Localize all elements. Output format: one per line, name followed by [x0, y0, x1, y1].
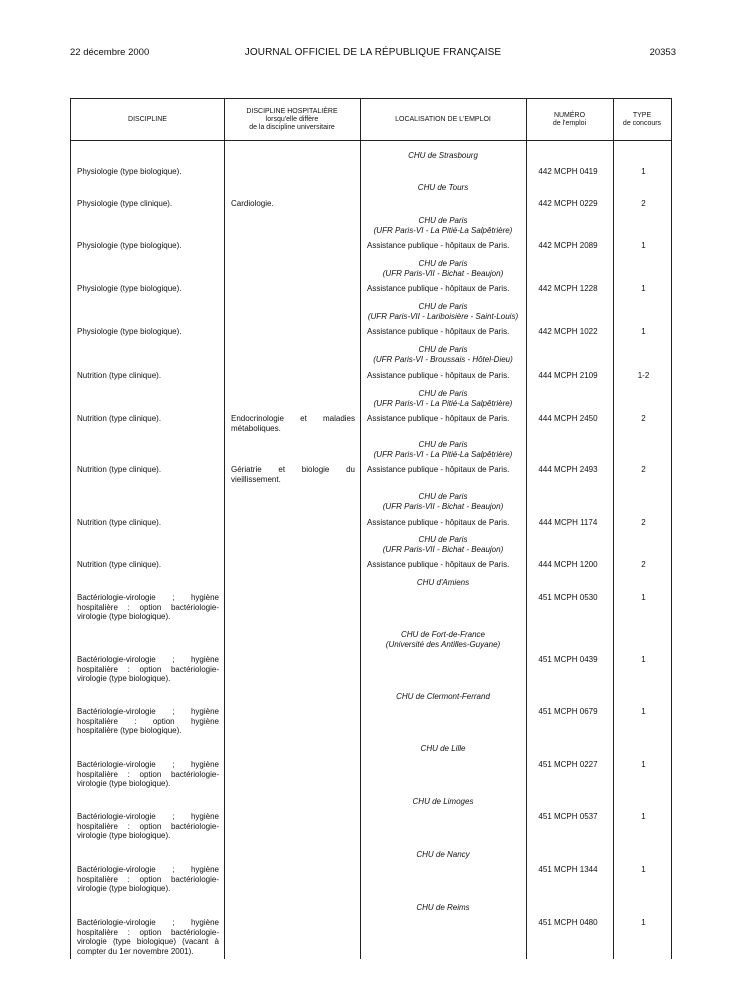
- column-header-label: lorsqu'elle diffère: [265, 115, 319, 123]
- type-cell: 2: [641, 414, 646, 423]
- location-heading: [363, 535, 523, 554]
- type-cell: 1: [641, 812, 646, 821]
- type-cell: 2: [641, 465, 646, 474]
- location-heading-line: (Université des Antilles-Guyane): [385, 639, 501, 649]
- location-heading-line: CHU de Fort-de-France: [400, 630, 486, 639]
- discipline-hospitaliere-cell: Gériatrie et biologie du vieillissement.: [231, 465, 355, 484]
- numero-cell: 451 MCPH 0530: [538, 593, 598, 602]
- localisation-cell: Assistance publique - hôpitaux de Paris.: [367, 518, 510, 527]
- table-header: [71, 99, 671, 141]
- location-heading: [363, 216, 523, 235]
- location-heading-line: CHU de Paris: [418, 535, 468, 544]
- discipline-cell: Bactériologie-virologie ; hygiène hospitalière : option bactériologie-virologie (type biologique).: [77, 812, 219, 840]
- localisation-cell: Assistance publique - hôpitaux de Paris.: [367, 371, 510, 380]
- numero-cell: 444 MCPH 1200: [538, 560, 598, 569]
- numero-cell: 442 MCPH 0229: [538, 199, 598, 208]
- type-cell: 1: [641, 707, 646, 716]
- numero-cell: 451 MCPH 0537: [538, 812, 598, 821]
- location-heading: [363, 151, 523, 161]
- type-cell: 1: [641, 167, 646, 176]
- type-cell: 2: [641, 199, 646, 208]
- location-heading-line: CHU de Nancy: [416, 850, 470, 859]
- numero-cell: 444 MCPH 2109: [538, 371, 598, 380]
- location-heading-line: CHU d'Amiens: [416, 578, 470, 587]
- location-heading-line: (UFR Paris-VI - La Pitié-La Salpêtrière): [373, 225, 513, 235]
- discipline-cell: Nutrition (type clinique).: [77, 414, 162, 423]
- discipline-cell: Physiologie (type biologique).: [77, 284, 182, 293]
- discipline-cell: Physiologie (type clinique).: [77, 199, 173, 208]
- location-heading: [363, 744, 523, 754]
- location-heading-line: CHU de Paris: [418, 216, 468, 225]
- location-heading-line: (UFR Paris-VII - Bichat - Beaujon): [382, 544, 504, 554]
- type-cell: 1: [641, 865, 646, 874]
- location-heading: [363, 345, 523, 364]
- location-heading-line: CHU de Paris: [418, 302, 468, 311]
- column-header-discipline: [71, 99, 224, 140]
- localisation-cell: Assistance publique - hôpitaux de Paris.: [367, 327, 510, 336]
- discipline-cell: Physiologie (type biologique).: [77, 327, 182, 336]
- location-heading: [363, 797, 523, 807]
- column-divider: [360, 99, 361, 959]
- localisation-cell: Assistance publique - hôpitaux de Paris.: [367, 465, 510, 474]
- column-header-label: DISCIPLINE: [128, 115, 167, 123]
- discipline-cell: Bactériologie-virologie ; hygiène hospitalière : option bactériologie-virologie (type biologique).: [77, 593, 219, 621]
- numero-cell: 444 MCPH 2493: [538, 465, 598, 474]
- location-heading: [363, 903, 523, 913]
- numero-cell: 451 MCPH 0480: [538, 918, 598, 927]
- location-heading-line: CHU de Limoges: [412, 797, 474, 806]
- discipline-cell: Nutrition (type clinique).: [77, 518, 162, 527]
- discipline-cell: Bactériologie-virologie ; hygiène hospitalière : option hygiène hospitalière (type biologique).: [77, 707, 219, 735]
- column-divider: [613, 99, 614, 959]
- discipline-cell: Physiologie (type biologique).: [77, 241, 182, 250]
- numero-cell: 442 MCPH 1228: [538, 284, 598, 293]
- location-heading: [363, 259, 523, 278]
- location-heading: [363, 389, 523, 408]
- column-header-label: NUMÉRO: [553, 111, 586, 119]
- numero-cell: 442 MCPH 2089: [538, 241, 598, 250]
- column-header-label: de l'emploi: [552, 119, 587, 127]
- column-header-localisation: [360, 99, 526, 140]
- column-header-label: DISCIPLINE HOSPITALIÈRE: [246, 107, 338, 115]
- location-heading: [363, 440, 523, 459]
- discipline-cell: Nutrition (type clinique).: [77, 465, 162, 474]
- location-heading-line: (UFR Paris-VI - La Pitié-La Salpêtrière): [373, 398, 513, 408]
- column-header-label: de la discipline universitaire: [249, 123, 335, 131]
- numero-cell: 451 MCPH 0227: [538, 760, 598, 769]
- location-heading: [363, 302, 523, 321]
- type-cell: 1: [641, 241, 646, 250]
- location-heading-line: CHU de Paris: [418, 492, 468, 501]
- discipline-cell: Nutrition (type clinique).: [77, 560, 162, 569]
- location-heading-line: CHU de Clermont-Ferrand: [396, 692, 490, 701]
- location-heading: [363, 692, 523, 702]
- location-heading-line: (UFR Paris-VI - Broussais - Hôtel-Dieu): [373, 354, 513, 364]
- numero-cell: 442 MCPH 0419: [538, 167, 598, 176]
- location-heading-line: CHU de Reims: [416, 903, 470, 912]
- type-cell: 1-2: [637, 371, 650, 380]
- localisation-cell: Assistance publique - hôpitaux de Paris.: [367, 560, 510, 569]
- localisation-cell: Assistance publique - hôpitaux de Paris.: [367, 241, 510, 250]
- numero-cell: 451 MCPH 0679: [538, 707, 598, 716]
- discipline-cell: Physiologie (type biologique).: [77, 167, 182, 176]
- numero-cell: 442 MCPH 1022: [538, 327, 598, 336]
- column-header-type: [613, 99, 671, 140]
- type-cell: 1: [641, 760, 646, 769]
- location-heading-line: CHU de Tours: [417, 183, 469, 192]
- localisation-cell: Assistance publique - hôpitaux de Paris.: [367, 414, 510, 423]
- type-cell: 1: [641, 918, 646, 927]
- column-header-label: LOCALISATION DE L'EMPLOI: [395, 115, 491, 123]
- column-header-label: de concours: [622, 119, 662, 127]
- column-header-label: TYPE: [632, 111, 652, 119]
- location-heading-line: CHU de Strasbourg: [408, 151, 478, 160]
- location-heading: [363, 183, 523, 193]
- type-cell: 1: [641, 284, 646, 293]
- location-heading: [363, 630, 523, 649]
- type-cell: 1: [641, 593, 646, 602]
- discipline-hospitaliere-cell: Cardiologie.: [231, 199, 274, 208]
- location-heading-line: (UFR Paris-VII - Bichat - Beaujon): [382, 268, 504, 278]
- discipline-cell: Bactériologie-virologie ; hygiène hospitalière : option bactériologie-virologie (type biologique).: [77, 760, 219, 788]
- location-heading-line: CHU de Paris: [418, 259, 468, 268]
- location-heading: [363, 578, 523, 588]
- discipline-cell: Bactériologie-virologie ; hygiène hospitalière : option bactériologie-virologie (type biologique).: [77, 655, 219, 683]
- numero-cell: 451 MCPH 1344: [538, 865, 598, 874]
- column-divider: [224, 99, 225, 959]
- location-heading-line: (UFR Paris-VII - Lariboisière - Saint-Louis): [367, 311, 519, 321]
- discipline-cell: Bactériologie-virologie ; hygiène hospitalière : option bactériologie-virologie (type biologique) (vacant à compter du 1er novembre 2001).: [77, 918, 219, 956]
- discipline-cell: Bactériologie-virologie ; hygiène hospitalière : option bactériologie-virologie (type biologique).: [77, 865, 219, 893]
- location-heading-line: (UFR Paris-VI - La Pitié-La Salpêtrière): [373, 449, 513, 459]
- location-heading-line: CHU de Paris: [418, 389, 468, 398]
- type-cell: 1: [641, 327, 646, 336]
- location-heading-line: CHU de Lille: [420, 744, 466, 753]
- column-header-discipline-hospitaliere: [224, 99, 360, 140]
- location-heading-line: CHU de Paris: [418, 440, 468, 449]
- type-cell: 2: [641, 560, 646, 569]
- page-number: 20353: [649, 47, 676, 58]
- journal-title: JOURNAL OFFICIEL DE LA RÉPUBLIQUE FRANÇAISE: [244, 47, 502, 58]
- publication-date: 22 décembre 2000: [70, 47, 150, 58]
- column-header-numero: [526, 99, 613, 140]
- location-heading: [363, 492, 523, 511]
- discipline-hospitaliere-cell: Endocrinologie et maladies métaboliques.: [231, 414, 355, 433]
- column-divider: [526, 99, 527, 959]
- type-cell: 2: [641, 518, 646, 527]
- numero-cell: 444 MCPH 1174: [538, 518, 598, 527]
- numero-cell: 444 MCPH 2450: [538, 414, 598, 423]
- positions-table: [70, 98, 672, 959]
- discipline-cell: Nutrition (type clinique).: [77, 371, 162, 380]
- numero-cell: 451 MCPH 0439: [538, 655, 598, 664]
- location-heading-line: CHU de Paris: [418, 345, 468, 354]
- type-cell: 1: [641, 655, 646, 664]
- location-heading: [363, 850, 523, 860]
- page-header: [70, 47, 676, 63]
- localisation-cell: Assistance publique - hôpitaux de Paris.: [367, 284, 510, 293]
- location-heading-line: (UFR Paris-VII - Bichat - Beaujon): [382, 501, 504, 511]
